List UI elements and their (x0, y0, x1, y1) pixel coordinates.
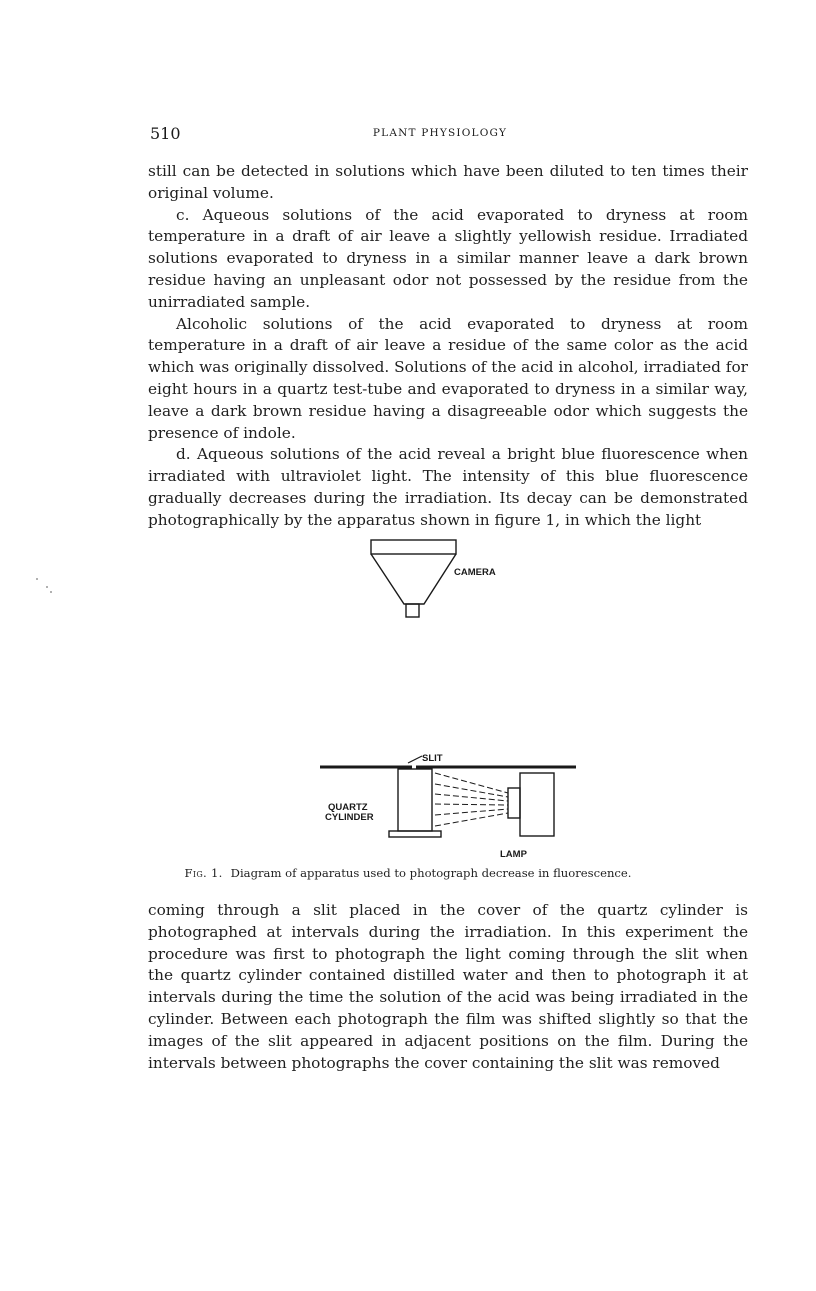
scan-speck (36, 578, 38, 580)
paragraph: coming through a slit placed in the cover of the quartz cylinder is photographed at intervals during the irradiation. In this experiment the procedure was first to photograph the light coming through the slit when the quartz cylinder contained distilled water and then to photograph it at intervals during the time the solution of the acid was being irradiated in the cylinder. Between each photograph the film was shifted slightly so that the images of the slit appeared in adjacent positions on the film. During the intervals between photographs the cover containing the slit was removed (148, 901, 748, 1072)
page-number: 510 (150, 124, 181, 143)
figure-apparatus-diagram (0, 530, 816, 880)
scan-speck (46, 586, 48, 588)
light-rays (435, 773, 508, 826)
cylinder-label: CYLINDER (325, 812, 374, 823)
slit-label: SLIT (422, 753, 443, 764)
body-text-before-figure (148, 161, 748, 532)
camera-top (371, 540, 456, 554)
camera-lens-cone (371, 554, 456, 604)
lamp-lens (508, 788, 520, 818)
figure-caption-text: Diagram of apparatus used to photograph decrease in fluorescence. (230, 866, 632, 880)
cylinder-base (389, 831, 441, 837)
figure-caption-label: Fig. 1. (184, 866, 223, 880)
camera-label: CAMERA (454, 567, 496, 578)
paragraph: Alcoholic solutions of the acid evaporated to dryness at room temperature in a draft of air leave a residue of the same color as the acid which was originally dissolved. Solutions of the acid in alcohol, irradiated for eight hours in a quartz test-tube and evaporated to dryness in a similar way, leave a dark brown residue having a disagreeable odor which suggests the presence of indole. (148, 314, 748, 442)
camera-eyepiece (406, 604, 419, 617)
scan-speck (50, 591, 52, 593)
figure-caption (0, 866, 816, 880)
lamp-label: LAMP (500, 849, 527, 860)
quartz-label: QUARTZ (328, 802, 368, 813)
quartz-cylinder (398, 769, 432, 831)
running-head: PLANT PHYSIOLOGY (372, 127, 508, 139)
apparatus-diagram (0, 530, 816, 870)
lamp-housing (520, 773, 554, 836)
paragraph: d. Aqueous solutions of the acid reveal a bright blue fluorescence when irradiated with ultraviolet light. The intensity of this blue fluorescence gradually decreases during the irradiation. Its decay can be demonstrated photographically by the apparatus shown in figure 1, in which the light (148, 445, 748, 529)
paragraph: c. Aqueous solutions of the acid evaporated to dryness at room temperature in a draft of air leave a slightly yellowish residue. Irradiated solutions evaporated to dryness in a similar manner leave a dark brown residue having an unpleasant odor not possessed by the residue from the unirradiated sample. (148, 205, 748, 311)
slit-pointer (408, 756, 422, 763)
paragraph: still can be detected in solutions which have been diluted to ten times their original volume. (148, 162, 748, 202)
body-text-after-figure (148, 900, 748, 1074)
